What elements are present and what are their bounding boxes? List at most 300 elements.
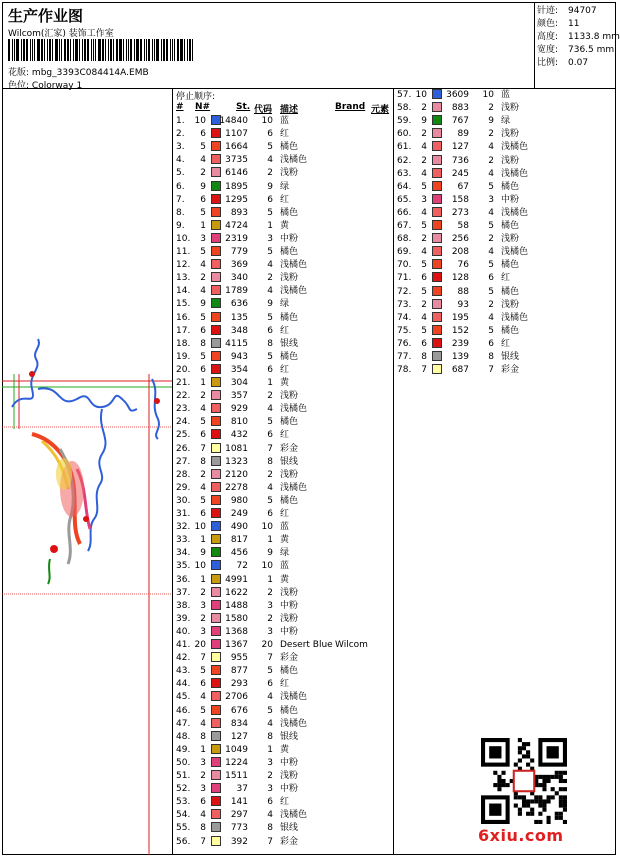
color-swatch bbox=[211, 613, 221, 623]
row-needle: 2 bbox=[200, 168, 206, 179]
qr-module bbox=[555, 812, 559, 816]
qr-module bbox=[526, 754, 530, 758]
row-index: 36. bbox=[176, 574, 191, 585]
table-row bbox=[394, 128, 614, 141]
row-description: 浅橘色 bbox=[501, 142, 529, 153]
row-description: 银线 bbox=[280, 823, 299, 834]
row-stitches: 88 bbox=[457, 286, 469, 297]
row-index: 58. bbox=[397, 103, 412, 114]
row-needle: 10 bbox=[415, 90, 427, 100]
row-index: 57. bbox=[397, 90, 412, 100]
row-stitches: 1488 bbox=[225, 600, 248, 611]
row-code: 4 bbox=[267, 155, 273, 166]
qr-module bbox=[526, 804, 530, 808]
barcode bbox=[8, 39, 236, 61]
row-needle: 5 bbox=[421, 286, 427, 297]
row-needle: 1 bbox=[200, 378, 206, 388]
table-row bbox=[173, 718, 393, 731]
row-code: 1 bbox=[267, 744, 273, 755]
barcode-bar bbox=[126, 39, 127, 61]
row-index: 54. bbox=[176, 810, 191, 821]
qr-module bbox=[530, 812, 534, 816]
barcode-bar bbox=[79, 39, 80, 61]
row-needle: 10 bbox=[194, 561, 206, 572]
row-stitches: 1789 bbox=[225, 286, 248, 297]
color-swatch bbox=[432, 128, 442, 138]
row-code: 6 bbox=[267, 430, 273, 441]
qr-code bbox=[481, 738, 567, 824]
row-stitches: 76 bbox=[457, 260, 469, 271]
color-swatch bbox=[211, 705, 221, 715]
qr-module bbox=[559, 775, 563, 779]
row-needle: 9 bbox=[200, 181, 206, 192]
row-description: 浅橘色 bbox=[280, 404, 308, 415]
qr-module bbox=[547, 816, 551, 820]
row-description: 绿 bbox=[280, 299, 290, 310]
row-index: 40. bbox=[176, 626, 191, 637]
row-description: 红 bbox=[280, 509, 290, 519]
row-index: 34. bbox=[176, 548, 191, 559]
row-code: 2 bbox=[488, 103, 494, 114]
row-needle: 6 bbox=[200, 129, 206, 140]
color-swatch bbox=[432, 155, 442, 165]
row-index: 65. bbox=[397, 194, 412, 205]
qr-module bbox=[563, 808, 567, 812]
barcode-bar bbox=[8, 39, 10, 61]
barcode-bar bbox=[49, 39, 51, 61]
row-description: 红 bbox=[280, 129, 290, 140]
row-description: 橘色 bbox=[280, 705, 299, 716]
barcode-bar bbox=[55, 39, 58, 61]
color-swatch bbox=[432, 233, 442, 243]
barcode-bar bbox=[113, 39, 114, 61]
row-stitches: 810 bbox=[230, 417, 248, 428]
row-code: 10 bbox=[482, 90, 494, 100]
barcode-bar bbox=[47, 39, 48, 61]
design-line bbox=[8, 65, 149, 78]
row-code: 8 bbox=[267, 731, 273, 742]
row-description: 蓝 bbox=[280, 116, 290, 126]
table-row bbox=[394, 141, 614, 154]
row-index: 73. bbox=[397, 299, 412, 310]
qr-module bbox=[526, 763, 530, 767]
row-code: 6 bbox=[267, 194, 273, 205]
row-description: 浅橘色 bbox=[501, 247, 529, 258]
row-stitches: 2319 bbox=[225, 233, 248, 244]
table-row bbox=[173, 639, 393, 652]
row-needle: 4 bbox=[200, 692, 206, 703]
row-code: 5 bbox=[267, 417, 273, 428]
row-stitches: 152 bbox=[451, 325, 469, 336]
color-swatch bbox=[211, 534, 221, 544]
row-index: 55. bbox=[176, 823, 191, 834]
table-row bbox=[394, 364, 614, 377]
color-swatch bbox=[211, 652, 221, 662]
color-swatch bbox=[211, 194, 221, 204]
color-swatch bbox=[432, 325, 442, 335]
row-needle: 4 bbox=[200, 404, 206, 415]
row-needle: 3 bbox=[200, 233, 206, 244]
barcode-bar bbox=[16, 39, 19, 61]
table-row bbox=[173, 508, 393, 521]
header-panel bbox=[2, 2, 535, 89]
row-description: 橘色 bbox=[280, 142, 299, 153]
row-needle: 2 bbox=[200, 771, 206, 781]
row-code: 3 bbox=[267, 757, 273, 768]
row-description: 橘色 bbox=[501, 181, 520, 192]
row-code: 4 bbox=[267, 718, 273, 729]
qr-module bbox=[493, 783, 497, 787]
stat-row bbox=[537, 18, 616, 31]
row-needle: 4 bbox=[421, 142, 427, 153]
row-needle: 6 bbox=[200, 194, 206, 205]
bird-wing bbox=[56, 458, 72, 490]
barcode-bar bbox=[41, 39, 43, 61]
row-stitches: 1368 bbox=[225, 626, 248, 637]
row-code: 5 bbox=[267, 142, 273, 153]
row-index: 60. bbox=[397, 129, 412, 140]
color-swatch bbox=[211, 338, 221, 348]
studio-name: Wilcom(汇家) 装饰工作室 bbox=[8, 29, 114, 39]
qr-module bbox=[538, 804, 542, 808]
row-code: 8 bbox=[267, 456, 273, 467]
row-code: 2 bbox=[267, 771, 273, 781]
row-description: 浅粉 bbox=[501, 129, 520, 140]
qr-module bbox=[559, 812, 563, 816]
header-stitches: St. bbox=[236, 102, 251, 112]
row-index: 46. bbox=[176, 705, 191, 716]
row-needle: 8 bbox=[200, 731, 206, 742]
row-code: 6 bbox=[267, 797, 273, 808]
row-index: 21. bbox=[176, 378, 191, 388]
header-n: N# bbox=[195, 102, 211, 112]
row-description: 银线 bbox=[280, 731, 299, 742]
row-index: 68. bbox=[397, 234, 412, 245]
row-stitches: 1367 bbox=[225, 640, 248, 650]
row-description: 黄 bbox=[280, 378, 290, 388]
row-description: 橘色 bbox=[280, 312, 299, 323]
row-needle: 8 bbox=[200, 456, 206, 467]
qr-module bbox=[563, 804, 567, 808]
barcode-bar bbox=[23, 39, 25, 61]
row-needle: 3 bbox=[200, 784, 206, 795]
table-row bbox=[173, 115, 393, 128]
color-swatch bbox=[211, 731, 221, 741]
row-index: 10. bbox=[176, 233, 191, 244]
row-stitches: 127 bbox=[451, 142, 469, 153]
row-needle: 7 bbox=[200, 836, 206, 847]
row-needle: 8 bbox=[421, 352, 427, 362]
barcode-bar bbox=[140, 39, 142, 61]
color-swatch bbox=[211, 377, 221, 387]
table-row bbox=[173, 783, 393, 796]
qr-module bbox=[526, 799, 530, 803]
qr-module bbox=[518, 738, 522, 742]
row-index: 74. bbox=[397, 312, 412, 323]
color-swatch bbox=[432, 168, 442, 178]
row-index: 8. bbox=[176, 207, 185, 218]
row-stitches: 3735 bbox=[225, 155, 248, 166]
row-needle: 5 bbox=[200, 705, 206, 716]
row-index: 22. bbox=[176, 391, 191, 402]
barcode-bar bbox=[130, 39, 132, 61]
barcode-bar bbox=[12, 39, 13, 61]
row-stitches: 4991 bbox=[225, 574, 248, 585]
row-description: 浅粉 bbox=[280, 273, 299, 284]
qr-module bbox=[526, 742, 530, 746]
barcode-bar bbox=[163, 39, 165, 61]
row-stitches: 256 bbox=[451, 234, 469, 245]
table-row bbox=[173, 691, 393, 704]
color-swatch bbox=[211, 272, 221, 282]
row-code: 2 bbox=[488, 299, 494, 310]
stat-value: 94707 bbox=[568, 6, 597, 16]
stat-label: 颜色: bbox=[537, 19, 559, 29]
qr-module bbox=[542, 799, 546, 803]
table-row bbox=[394, 207, 614, 220]
row-code: 9 bbox=[488, 116, 494, 127]
row-needle: 4 bbox=[200, 155, 206, 166]
colorway-label: 色位: bbox=[8, 81, 30, 91]
table-row bbox=[173, 574, 393, 587]
qr-module bbox=[497, 775, 501, 779]
barcode-bar bbox=[177, 39, 179, 61]
row-needle: 3 bbox=[200, 600, 206, 611]
barcode-bar bbox=[189, 39, 191, 61]
row-stitches: 767 bbox=[451, 116, 469, 127]
colorway-value: Colorway 1 bbox=[31, 81, 83, 91]
row-stitches: 392 bbox=[230, 836, 248, 847]
row-code: 4 bbox=[267, 404, 273, 415]
row-stitches: 135 bbox=[230, 312, 248, 323]
barcode-bar bbox=[14, 39, 15, 61]
row-code: 5 bbox=[488, 286, 494, 297]
row-stitches: 293 bbox=[230, 679, 248, 690]
barcode-bar bbox=[119, 39, 122, 61]
row-index: 63. bbox=[397, 168, 412, 179]
stat-label: 比例: bbox=[537, 58, 559, 68]
row-stitches: 89 bbox=[457, 129, 469, 140]
qr-module bbox=[547, 746, 559, 758]
row-needle: 10 bbox=[194, 116, 206, 126]
barcode-bar bbox=[180, 39, 183, 61]
row-index: 51. bbox=[176, 771, 191, 781]
row-stitches: 1664 bbox=[225, 142, 248, 153]
row-stitches: 779 bbox=[230, 247, 248, 257]
color-swatch bbox=[211, 691, 221, 701]
row-code: 7 bbox=[267, 653, 273, 664]
table-row bbox=[173, 809, 393, 822]
barcode-bar bbox=[21, 39, 22, 61]
row-code: 7 bbox=[267, 443, 273, 454]
color-swatch bbox=[211, 403, 221, 413]
row-description: 浅橘色 bbox=[280, 692, 308, 703]
table-row bbox=[173, 534, 393, 547]
barcode-bar bbox=[152, 39, 153, 61]
row-brand: Wilcom bbox=[335, 640, 368, 650]
table-row bbox=[173, 547, 393, 560]
design-preview bbox=[2, 89, 173, 855]
barcode-bar bbox=[26, 39, 28, 61]
color-swatch bbox=[211, 456, 221, 466]
row-code: 4 bbox=[267, 482, 273, 493]
color-swatch bbox=[432, 102, 442, 112]
color-swatch bbox=[211, 246, 221, 256]
row-needle: 5 bbox=[200, 247, 206, 257]
row-stitches: 37 bbox=[236, 784, 248, 795]
row-stitches: 239 bbox=[451, 338, 469, 349]
row-description: 浅粉 bbox=[501, 155, 520, 166]
row-code: 1 bbox=[267, 535, 273, 546]
color-swatch bbox=[211, 128, 221, 138]
row-index: 64. bbox=[397, 181, 412, 192]
row-code: 2 bbox=[267, 391, 273, 402]
color-swatch bbox=[211, 443, 221, 453]
row-code: 4 bbox=[488, 247, 494, 258]
qr-module bbox=[522, 746, 526, 750]
row-needle: 6 bbox=[200, 325, 206, 336]
row-stitches: 249 bbox=[230, 509, 248, 519]
row-index: 6. bbox=[176, 181, 185, 192]
row-code: 6 bbox=[267, 325, 273, 336]
row-index: 27. bbox=[176, 456, 191, 467]
row-stitches: 943 bbox=[230, 351, 248, 362]
row-needle: 4 bbox=[421, 168, 427, 179]
row-description: 红 bbox=[280, 430, 290, 441]
color-swatch bbox=[211, 639, 221, 649]
row-needle: 6 bbox=[421, 338, 427, 349]
table-row bbox=[394, 89, 614, 102]
qr-module bbox=[542, 804, 546, 808]
row-needle: 1 bbox=[200, 744, 206, 755]
barcode-bar bbox=[110, 39, 112, 61]
qr-module bbox=[538, 795, 542, 799]
table-row bbox=[173, 613, 393, 626]
row-stitches: 1224 bbox=[225, 757, 248, 768]
stat-label: 宽度: bbox=[537, 45, 559, 55]
row-index: 30. bbox=[176, 495, 191, 506]
table-row bbox=[394, 325, 614, 338]
row-stitches: 1049 bbox=[225, 744, 248, 755]
row-needle: 5 bbox=[200, 495, 206, 506]
color-swatch bbox=[211, 744, 221, 754]
row-needle: 7 bbox=[421, 365, 427, 376]
row-stitches: 2278 bbox=[225, 482, 248, 493]
barcode-bar bbox=[170, 39, 171, 61]
row-needle: 6 bbox=[200, 509, 206, 519]
table-row bbox=[173, 351, 393, 364]
color-swatch bbox=[211, 822, 221, 832]
row-index: 14. bbox=[176, 286, 191, 297]
color-swatch bbox=[211, 796, 221, 806]
color-swatch bbox=[211, 770, 221, 780]
barcode-bar bbox=[161, 39, 162, 61]
row-index: 41. bbox=[176, 640, 191, 650]
color-swatch bbox=[432, 89, 442, 99]
qr-module bbox=[555, 771, 559, 775]
row-code: 4 bbox=[267, 260, 273, 271]
qr-module bbox=[530, 799, 534, 803]
row-stitches: 67 bbox=[457, 181, 469, 192]
table-row bbox=[173, 181, 393, 194]
qr-module bbox=[559, 804, 563, 808]
table-row bbox=[173, 167, 393, 180]
stat-value: 0.07 bbox=[568, 58, 589, 68]
red-berry-3 bbox=[29, 371, 35, 377]
qr-module bbox=[518, 746, 522, 750]
row-needle: 4 bbox=[421, 312, 427, 323]
table-row bbox=[394, 168, 614, 181]
row-needle: 5 bbox=[200, 142, 206, 153]
row-description: 浅粉 bbox=[501, 299, 520, 310]
header-brand: Brand bbox=[335, 102, 366, 112]
row-description: 浅粉 bbox=[280, 587, 299, 598]
row-description: 浅粉 bbox=[280, 168, 299, 179]
row-stitches: 490 bbox=[230, 522, 248, 533]
row-index: 78. bbox=[397, 365, 412, 376]
row-stitches: 877 bbox=[230, 666, 248, 677]
row-needle: 2 bbox=[200, 613, 206, 624]
row-description: 红 bbox=[280, 194, 290, 205]
qr-module bbox=[534, 795, 538, 799]
qr-module bbox=[538, 799, 542, 803]
color-swatch bbox=[432, 259, 442, 269]
color-swatch bbox=[211, 587, 221, 597]
row-code: 8 bbox=[267, 823, 273, 834]
row-needle: 9 bbox=[200, 299, 206, 310]
row-description: 浅粉 bbox=[501, 103, 520, 114]
row-stitches: 817 bbox=[230, 535, 248, 546]
table-row bbox=[173, 207, 393, 220]
color-swatch bbox=[211, 809, 221, 819]
row-index: 76. bbox=[397, 338, 412, 349]
qr-module bbox=[547, 775, 551, 779]
table-row bbox=[173, 233, 393, 246]
color-swatch bbox=[211, 141, 221, 151]
row-index: 50. bbox=[176, 757, 191, 768]
row-needle: 2 bbox=[200, 391, 206, 402]
color-swatch bbox=[432, 220, 442, 230]
row-code: 10 bbox=[261, 561, 273, 572]
table-row bbox=[173, 495, 393, 508]
row-stitches: 6146 bbox=[225, 168, 248, 179]
row-code: 3 bbox=[267, 233, 273, 244]
color-swatch bbox=[211, 574, 221, 584]
row-index: 37. bbox=[176, 587, 191, 598]
row-code: 9 bbox=[267, 181, 273, 192]
row-needle: 4 bbox=[200, 482, 206, 493]
barcode-bar bbox=[87, 39, 89, 61]
row-needle: 5 bbox=[421, 325, 427, 336]
row-code: 2 bbox=[267, 273, 273, 284]
row-stitches: 195 bbox=[451, 312, 469, 323]
row-description: 绿 bbox=[280, 181, 290, 192]
row-description: 红 bbox=[501, 338, 511, 349]
barcode-bar bbox=[95, 39, 96, 61]
row-stitches: 955 bbox=[230, 653, 248, 664]
qr-module bbox=[530, 758, 534, 762]
row-index: 75. bbox=[397, 325, 412, 336]
row-description: 彩金 bbox=[501, 365, 520, 376]
row-index: 20. bbox=[176, 364, 191, 375]
color-swatch bbox=[211, 312, 221, 322]
table-row bbox=[173, 482, 393, 495]
color-swatch bbox=[211, 547, 221, 557]
color-swatch bbox=[432, 338, 442, 348]
table-row bbox=[173, 220, 393, 233]
table-row bbox=[173, 377, 393, 390]
row-index: 16. bbox=[176, 312, 191, 323]
